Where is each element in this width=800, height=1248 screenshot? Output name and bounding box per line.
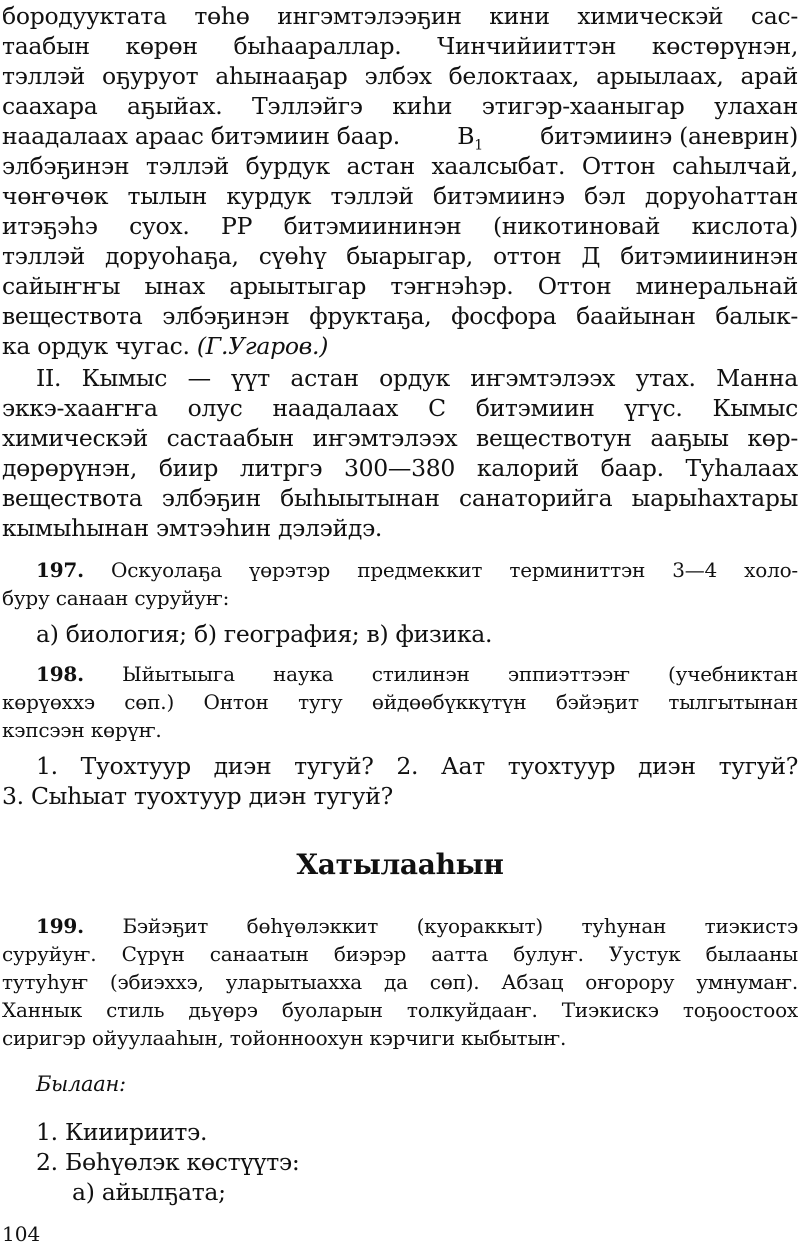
text-line: II. Кымыс — үүт астан ордук иҥэмтэлээх утах. Манна bbox=[36, 364, 798, 392]
text-line bbox=[36, 660, 798, 688]
exercise-number: 199. bbox=[36, 914, 84, 938]
text-segment: ка ордук чугас. bbox=[2, 332, 190, 360]
text-line: Ханнык стиль дьүөрэ буоларын толкуйдааҥ. Тиэкискэ тоҕоостоох bbox=[2, 998, 798, 1022]
exercise-number: 198. bbox=[36, 662, 84, 686]
text-line: элбэҕинэн тэллэй бурдук астан хаалсыбат. Оттон саһылчай, bbox=[2, 152, 798, 180]
text-line: эккэ-хааҥҥа олус наадалаах С битэмиин үгүс. Кымыс bbox=[2, 394, 798, 422]
text-line: бородууктата төһө ингэмтэлээҕин кини химическэй сас- bbox=[2, 2, 798, 30]
text-line bbox=[36, 912, 798, 940]
vitamin-label: B bbox=[457, 122, 475, 150]
text-line: тутуһуҥ (эбиэххэ, уларытыахха да сөп). Абзац оҥорору умнумаҥ. bbox=[2, 970, 798, 994]
page-number: 104 bbox=[2, 1222, 41, 1246]
plan-item: 2. Бөһүөлэк көстүүтэ: bbox=[36, 1148, 300, 1176]
plan-subitem: а) айылҕата; bbox=[72, 1178, 226, 1206]
section-title: Хатылааһын bbox=[296, 848, 504, 881]
text-line: чөҥөчөк тылын курдук тэллэй битэмиинэ бэл доруоһаттан bbox=[2, 182, 798, 210]
text-segment: наадалаах араас битэмиин баар. bbox=[2, 122, 400, 150]
text-line: көрүөххэ сөп.) Онтон тугу өйдөөбүккүтүн бэйэҕит тылгытынан bbox=[2, 690, 798, 714]
text-line: суруйуҥ. Сүрүн санаатын биэрэр аатта булуҥ. Уустук былааны bbox=[2, 942, 798, 966]
text-line: буру санаан суруйуҥ: bbox=[2, 586, 230, 610]
question-line: 3. Сыһыат туохтуур диэн тугуй? bbox=[2, 782, 393, 810]
question-line: 1. Туохтуур диэн тугуй? 2. Аат туохтуур диэн тугуй? bbox=[36, 752, 798, 780]
text-line: кымыһынан эмтээһин дэлэйдэ. bbox=[2, 514, 383, 542]
options-line: а) биология; б) география; в) физика. bbox=[36, 620, 493, 648]
vitamin-subscript: 1 bbox=[474, 137, 483, 154]
text-line bbox=[36, 556, 798, 584]
text-line bbox=[2, 332, 798, 360]
text-line: химическэй састаабын иҥэмтэлээх веществотун ааҕыы көр- bbox=[2, 424, 798, 452]
plan-item: 1. Кииириитэ. bbox=[36, 1118, 208, 1146]
text-line: кэпсээн көрүҥ. bbox=[2, 718, 162, 742]
text-line: сиригэр ойуулааһын, тойонноохун кэрчиги кыбытыҥ. bbox=[2, 1026, 567, 1050]
text-line: сайыҥҥы ынах арыытыгар тэҥнэһэр. Оттон минеральнай bbox=[2, 272, 798, 300]
text-line: тэллэй доруоһаҕа, сүөһү быарыгар, оттон Д битэмиининэн bbox=[2, 242, 798, 270]
plan-label: Былаан: bbox=[36, 1072, 126, 1096]
text-segment: Ыйытыыга наука стилинэн эппиэттээҥ (учебниктан bbox=[122, 662, 798, 686]
text-line: тэллэй оҕуруот аһынааҕар элбэх белоктаах, арыылаах, арай bbox=[2, 62, 798, 90]
exercise-number: 197. bbox=[36, 558, 84, 582]
text-segment: Оскуолаҕа үөрэтэр предмеккит терминиттэн 3—4 холо- bbox=[111, 558, 798, 582]
text-line: таабын көрөн быһаараллар. Чинчийииттэн көстөрүнэн, bbox=[2, 32, 798, 60]
text-line: саахара аҕыйах. Тэллэйгэ киһи этигэр-хааныгар улахан bbox=[2, 92, 798, 120]
text-line: веществота элбэҕинэн фруктаҕа, фосфора баайынан балык- bbox=[2, 302, 798, 330]
text-line: дөрөрүнэн, биир литргэ 300—380 калорий баар. Туһалаах bbox=[2, 454, 798, 482]
text-segment: Бэйэҕит бөһүөлэккит (куораккыт) туһунан тиэкистэ bbox=[122, 914, 798, 938]
text-line: итэҕэһэ суох. РР битэмиининэн (никотиновай кислота) bbox=[2, 212, 798, 240]
citation: (Г.Угаров.) bbox=[196, 332, 329, 360]
text-line: веществота элбэҕин быһыытынан санаторийга ыарыһахтары bbox=[2, 484, 798, 512]
text-segment: битэмиинэ (аневрин) bbox=[540, 122, 798, 150]
